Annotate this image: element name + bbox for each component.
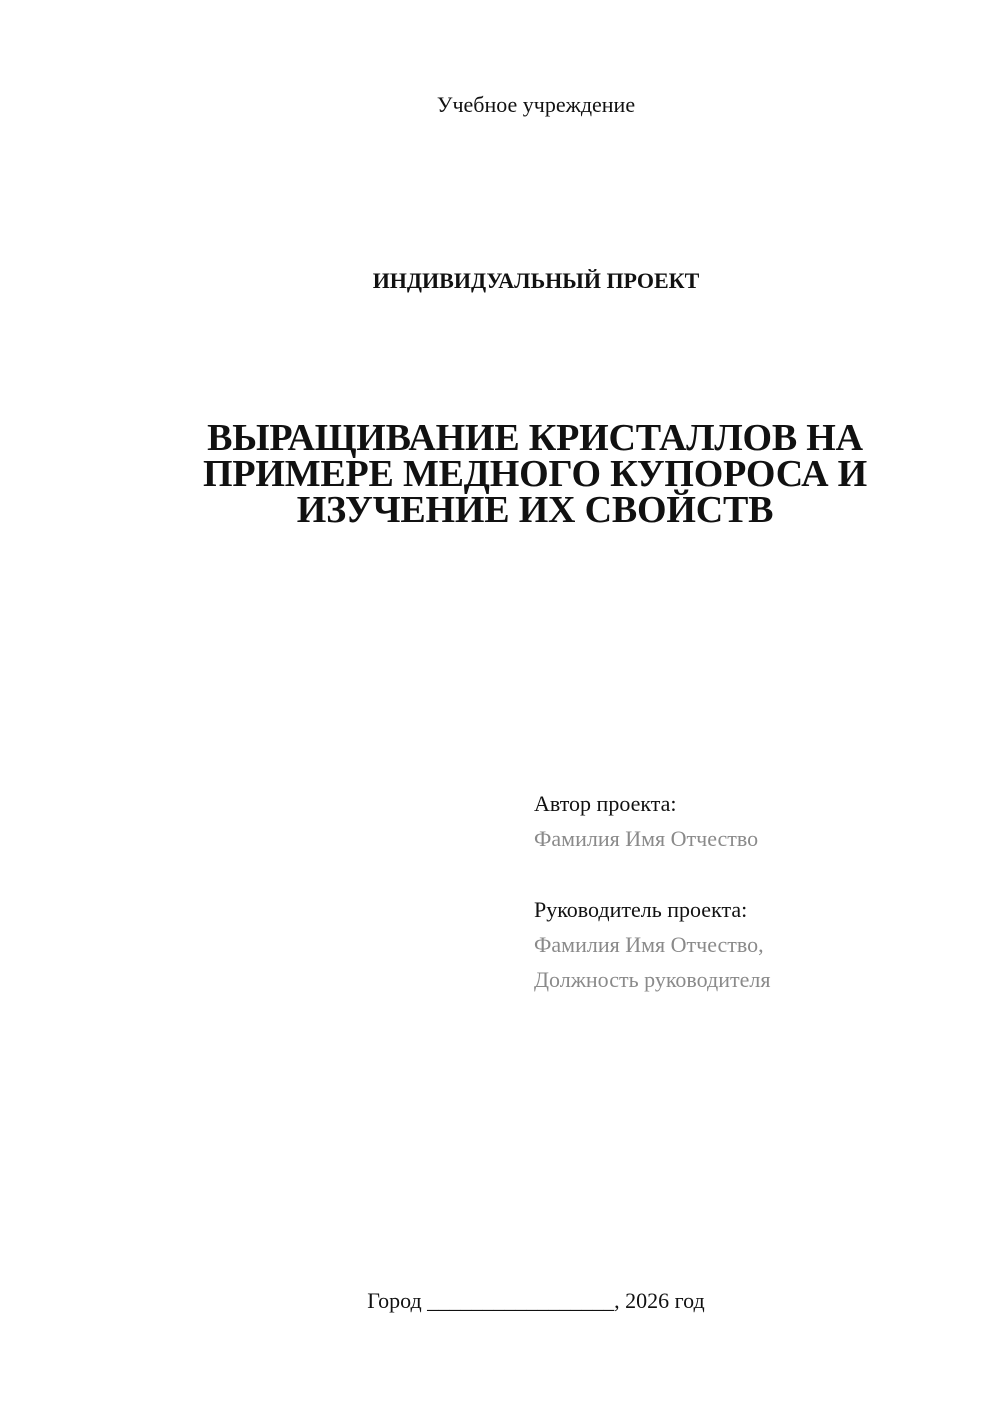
supervisor-block: [534, 892, 770, 997]
author-block: [534, 786, 758, 856]
project-title: [140, 417, 930, 531]
author-name: Фамилия Имя Отчество: [534, 826, 759, 851]
city-year-footer: Город _________________, 2026 год: [367, 1288, 705, 1313]
project-title-line: ВЫРАЩИВАНИЕ КРИСТАЛЛОВ НА: [207, 417, 863, 459]
project-type-heading: ИНДИВИДУАЛЬНЫЙ ПРОЕКТ: [372, 268, 700, 293]
project-title-line: ПРИМЕРЕ МЕДНОГО КУПОРОСА И: [202, 453, 867, 495]
supervisor-label: Руководитель проекта:: [534, 897, 748, 922]
supervisor-name: Фамилия Имя Отчество,: [534, 932, 764, 957]
institution-name: Учебное учреждение: [436, 92, 636, 117]
author-label: Автор проекта:: [534, 791, 677, 816]
supervisor-position: Должность руководителя: [534, 967, 771, 992]
project-title-line: ИЗУЧЕНИЕ ИХ СВОЙСТВ: [296, 489, 774, 531]
